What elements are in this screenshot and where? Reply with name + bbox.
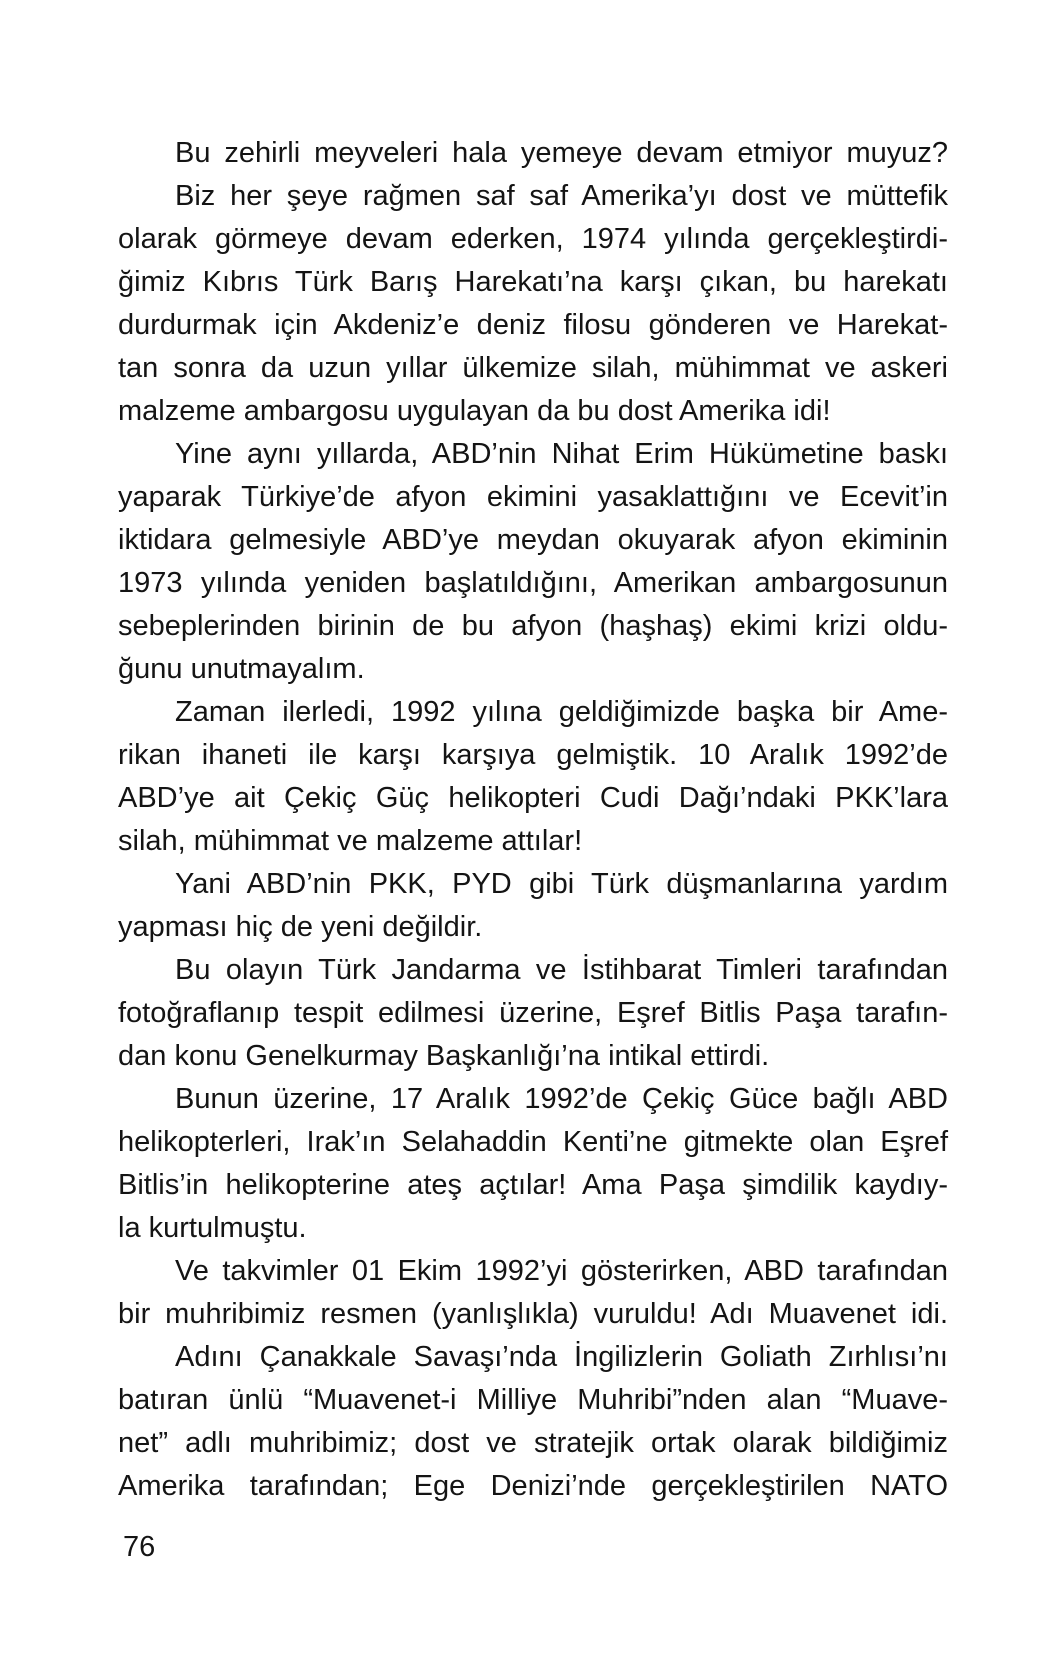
paragraph — [118, 433, 948, 691]
text-line: yapması hiç de yeni değildir. — [118, 911, 483, 943]
text-line: Adını Çanakkale Savaşı’nda İngilizlerin Goliath Zırhlısı’nı — [175, 1341, 948, 1373]
text-line: helikopterleri, Irak’ın Selahaddin Kenti’ne gitmekte olan Eşref — [118, 1126, 948, 1158]
text-line: Bunun üzerine, 17 Aralık 1992’de Çekiç Güce bağlı ABD — [175, 1083, 948, 1115]
text-line: rikan ihaneti ile karşı karşıya gelmiştik. 10 Aralık 1992’de — [118, 739, 948, 771]
paragraph — [118, 175, 948, 433]
text-line: batıran ünlü “Muavenet-i Milliye Muhribi”nden alan “Muave- — [118, 1384, 948, 1416]
text-line: fotoğraflanıp tespit edilmesi üzerine, Eşref Bitlis Paşa tarafın- — [118, 997, 948, 1029]
text-line: yaparak Türkiye’de afyon ekimini yasaklattığını ve Ecevit’in — [118, 481, 948, 513]
text-line: 1973 yılında yeniden başlatıldığını, Amerikan ambargosunun — [118, 567, 948, 599]
paragraph — [118, 691, 948, 863]
text-line: net” adlı muhribimiz; dost ve stratejik ortak olarak bildiğimiz — [118, 1427, 948, 1459]
text-line: olarak görmeye devam ederken, 1974 yılında gerçekleştirdi- — [118, 223, 948, 255]
text-line: Bu zehirli meyveleri hala yemeye devam etmiyor muyuz? — [175, 137, 948, 169]
text-line: Yani ABD’nin PKK, PYD gibi Türk düşmanlarına yardım — [175, 868, 948, 900]
text-line: Bitlis’in helikopterine ateş açtılar! Ama Paşa şimdilik kaydıy- — [118, 1169, 948, 1201]
page-number: 76 — [123, 1531, 156, 1563]
text-line: Bu olayın Türk Jandarma ve İstihbarat Timleri tarafından — [175, 954, 948, 986]
paragraph — [118, 1078, 948, 1250]
paragraph — [118, 132, 948, 175]
text-line: ABD’ye ait Çekiç Güç helikopteri Cudi Dağı’ndaki PKK’lara — [118, 782, 948, 814]
text-line: durdurmak için Akdeniz’e deniz filosu gönderen ve Harekat- — [118, 309, 948, 341]
text-line: silah, mühimmat ve malzeme attılar! — [118, 825, 583, 857]
text-line: sebeplerinden birinin de bu afyon (haşhaş) ekimi krizi oldu- — [118, 610, 948, 642]
text-body — [118, 132, 948, 1508]
text-line: Yine aynı yıllarda, ABD’nin Nihat Erim Hükümetine baskı — [175, 438, 948, 470]
text-line: iktidara gelmesiyle ABD’ye meydan okuyarak afyon ekiminin — [118, 524, 948, 556]
text-line: Amerika tarafından; Ege Denizi’nde gerçekleştirilen NATO — [118, 1470, 948, 1502]
paragraph — [118, 1250, 948, 1336]
text-line: dan konu Genelkurmay Başkanlığı’na intikal ettirdi. — [118, 1040, 770, 1072]
paragraph — [118, 1336, 948, 1508]
text-line: ğimiz Kıbrıs Türk Barış Harekatı’na karşı çıkan, bu harekatı — [118, 266, 948, 298]
text-line: Biz her şeye rağmen saf saf Amerika’yı dost ve müttefik — [175, 180, 948, 212]
text-line: Zaman ilerledi, 1992 yılına geldiğimizde başka bir Ame- — [175, 696, 948, 728]
paragraph — [118, 949, 948, 1078]
text-line: Ve takvimler 01 Ekim 1992’yi gösterirken, ABD tarafından — [175, 1255, 948, 1287]
text-line: ğunu unutmayalım. — [118, 653, 365, 685]
text-line: malzeme ambargosu uygulayan da bu dost Amerika idi! — [118, 395, 831, 427]
text-line: tan sonra da uzun yıllar ülkemize silah, mühimmat ve askeri — [118, 352, 948, 384]
paragraph — [118, 863, 948, 949]
text-line: la kurtulmuştu. — [118, 1212, 307, 1244]
text-line: bir muhribimiz resmen (yanlışlıkla) vuruldu! Adı Muavenet idi. — [118, 1298, 948, 1330]
